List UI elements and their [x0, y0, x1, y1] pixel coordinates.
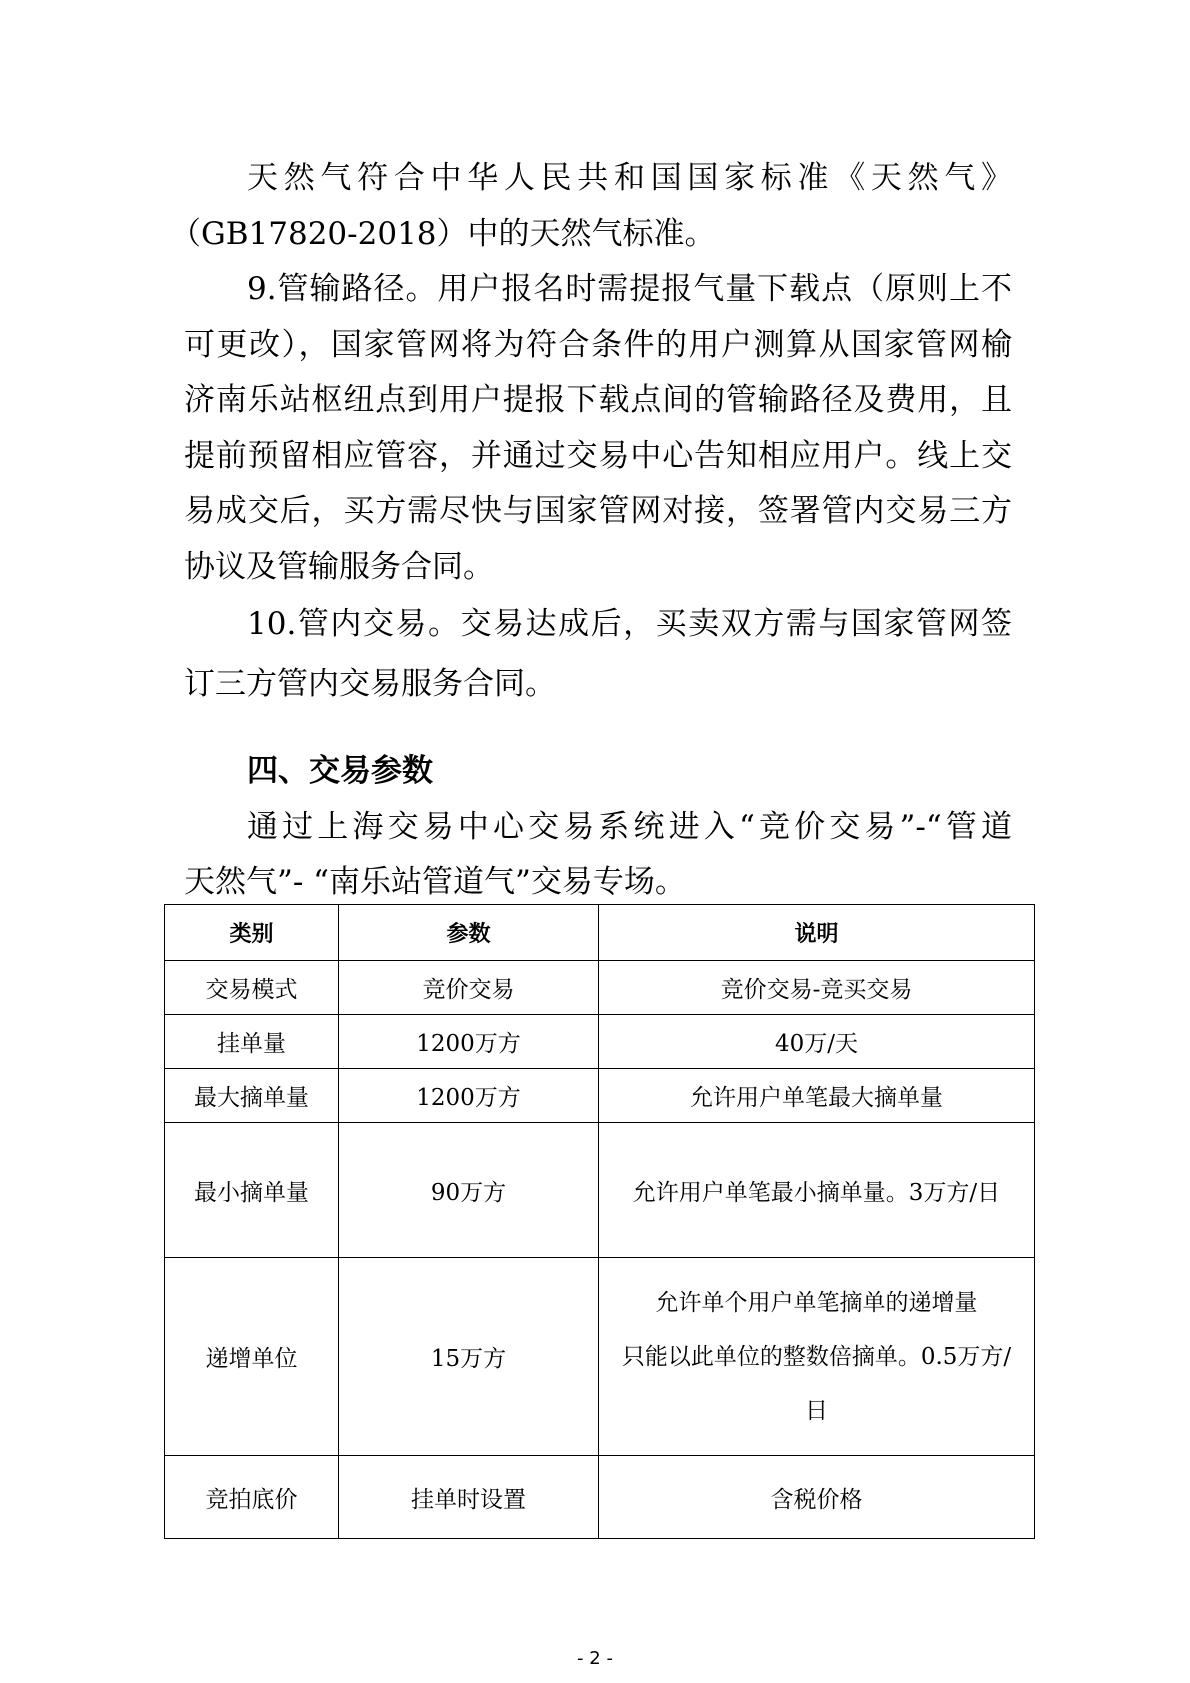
cell-param: 挂单时设置 — [339, 1456, 599, 1539]
header-category: 类别 — [165, 905, 339, 961]
body-line-8: 协议及管输服务合同。 — [184, 549, 494, 585]
table-row — [165, 1456, 1035, 1539]
cell-category: 最小摘单量 — [165, 1123, 339, 1258]
page-number: - 2 - — [577, 1648, 613, 1669]
section-intro-line-2: 天然气”- “南乐站管道气”交易专场。 — [184, 864, 686, 900]
cell-note: 含税价格 — [599, 1456, 1035, 1539]
cell-note-line: 日 — [805, 1397, 828, 1424]
section-heading: 四、交易参数 — [247, 753, 433, 789]
cell-note: 允许用户单笔最小摘单量。3万方/日 — [599, 1123, 1035, 1258]
table-row — [165, 961, 1035, 1015]
cell-category: 递增单位 — [165, 1258, 339, 1456]
cell-note: 允许用户单笔最大摘单量 — [599, 1069, 1035, 1123]
body-line-1: 天然气符合中华人民共和国国家标准《天然气》 — [247, 160, 1012, 196]
cell-note: 40万/天 — [599, 1015, 1035, 1069]
cell-param: 1200万方 — [339, 1069, 599, 1123]
header-param: 参数 — [339, 905, 599, 961]
section-intro-line-1: 通过上海交易中心交易系统进入“竞价交易”-“管道 — [247, 809, 1012, 845]
cell-param: 90万方 — [339, 1123, 599, 1258]
body-line-5: 济南乐站枢纽点到用户提报下载点间的管输路径及费用，且 — [184, 382, 1012, 418]
table-row — [165, 1123, 1035, 1258]
table-row — [165, 1015, 1035, 1069]
cell-category: 竞拍底价 — [165, 1456, 339, 1539]
cell-param: 15万方 — [339, 1258, 599, 1456]
cell-param: 竞价交易 — [339, 961, 599, 1015]
body-line-4: 可更改），国家管网将为符合条件的用户测算从国家管网榆 — [184, 327, 1012, 363]
header-note: 说明 — [599, 905, 1035, 961]
body-line-3: 9.管输路径。用户报名时需提报气量下载点（原则上不 — [247, 271, 1012, 307]
body-line-9: 10.管内交易。交易达成后，买卖双方需与国家管网签 — [247, 606, 1012, 642]
table-header-row — [165, 905, 1035, 961]
cell-note-line: 只能以此单位的整数倍摘单。0.5万方/ — [621, 1343, 1012, 1370]
cell-param: 1200万方 — [339, 1015, 599, 1069]
body-line-7: 易成交后，买方需尽快与国家管网对接，签署管内交易三方 — [184, 493, 1012, 529]
body-line-10: 订三方管内交易服务合同。 — [184, 666, 556, 702]
table-row — [165, 1069, 1035, 1123]
cell-category: 挂单量 — [165, 1015, 339, 1069]
cell-note — [599, 1258, 1035, 1456]
body-line-6: 提前预留相应管容，并通过交易中心告知相应用户。线上交 — [184, 438, 1012, 474]
cell-category: 最大摘单量 — [165, 1069, 339, 1123]
body-line-2: （GB17820-2018）中的天然气标准。 — [170, 216, 716, 252]
cell-note-line: 允许单个用户单笔摘单的递增量 — [655, 1289, 978, 1316]
params-table — [164, 904, 1035, 1539]
cell-category: 交易模式 — [165, 961, 339, 1015]
cell-note: 竞价交易-竞买交易 — [599, 961, 1035, 1015]
table-row — [165, 1258, 1035, 1456]
